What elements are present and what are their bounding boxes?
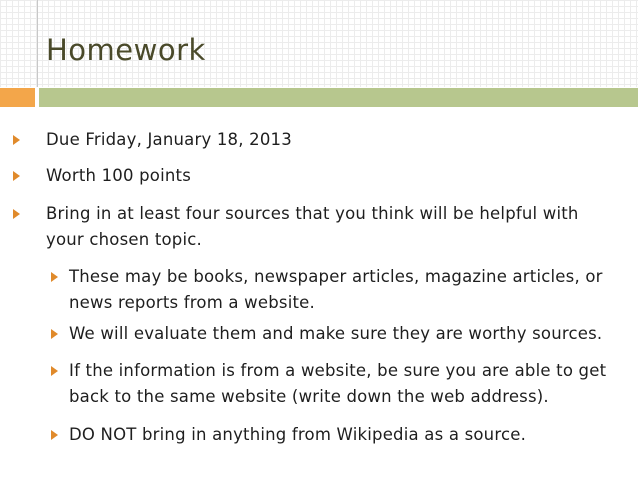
sub-bullet-arrow-icon (51, 430, 58, 440)
bullet-arrow-icon (13, 171, 20, 181)
accent-bar-orange (0, 88, 35, 107)
sub-bullet-source-types: These may be books, newspaper articles, magazine articles, or news reports from a website. (69, 267, 603, 312)
title-divider (37, 0, 38, 87)
bullet-arrow-icon (13, 209, 20, 219)
sub-bullet-arrow-icon (51, 329, 58, 339)
sub-bullet-arrow-icon (51, 366, 58, 376)
sub-bullet-website: If the information is from a website, be sure you are able to get back to the same website (write down the web address). (69, 361, 607, 406)
slide-title: Homework (46, 33, 206, 67)
accent-bar-green (39, 88, 638, 107)
bullet-due-date: Due Friday, January 18, 2013 (46, 130, 292, 149)
bullet-arrow-icon (13, 135, 20, 145)
sub-bullet-evaluate: We will evaluate them and make sure they are worthy sources. (69, 324, 603, 343)
sub-bullet-wikipedia: DO NOT bring in anything from Wikipedia as a source. (69, 425, 527, 444)
bullet-points: Worth 100 points (46, 166, 192, 185)
bullet-sources: Bring in at least four sources that you think will be helpful with your chosen topic. (46, 204, 579, 249)
sub-bullet-arrow-icon (51, 272, 58, 282)
